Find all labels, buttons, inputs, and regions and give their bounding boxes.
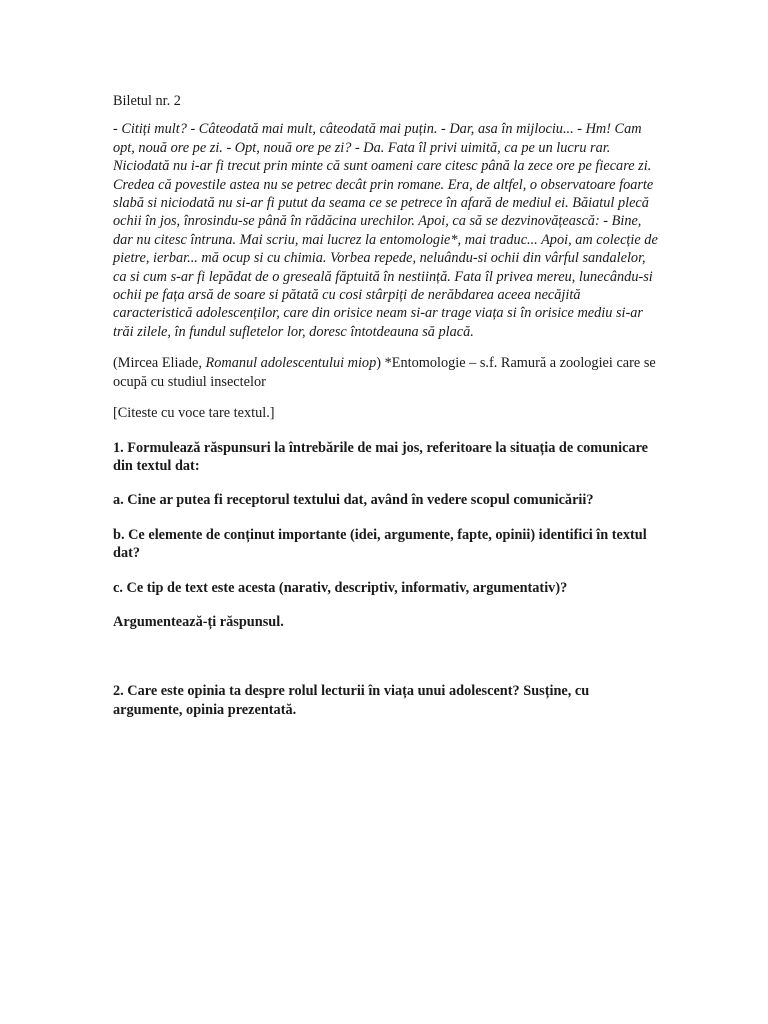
- citation-suffix: ) *Entomologie – s.f. Ramură a zoologiei care se ocupă cu studiul insectelor: [113, 355, 656, 390]
- citation-prefix: (Mircea Eliade,: [113, 355, 206, 372]
- question-1c: c. Ce tip de text este acesta (narativ, descriptiv, informativ, argumentativ)?: [113, 579, 568, 596]
- question-1a: a. Cine ar putea fi receptorul textului dat, având în vedere scopul comunicării?: [113, 492, 594, 509]
- work-title: Romanul adolescentului miop: [205, 355, 377, 372]
- question-2: 2. Care este opinia ta despre rolul lecturii în viața unui adolescent? Susține, cu argumente, opinia prezentată.: [113, 683, 590, 718]
- question-1: 1. Formulează răspunsuri la întrebările de mai jos, referitoare la situația de comunicare din textul dat:: [113, 439, 649, 474]
- literary-excerpt: - Citiți mult? - Câteodată mai mult, câteodată mai puțin. - Dar, asa în mijlociu... - Hm! Cam opt, nouă ore pe zi. - Opt, nouă ore pe zi? - Da. Fata îl privi uimită, ca pe un lucru rar. Niciodată nu i-ar fi trecut prin minte că sunt oameni care citesc până la zece ore pe fiecare zi. Credea că povestile astea nu se petrec decât prin romane. Era, de altfel, o observatoare foarte slabă si niciodată nu si-ar fi putut da seama ce se petrece în afară de mediul ei. Băiatul plecă ochii în jos, înrosindu-se până în rădăcina urechilor. Apoi, ca să se dezvinovățească: - Bine, dar nu citesc întruna. Mai scriu, mai lucrez la entomologie*, mai traduc... Apoi, am colecție de pietre, ierbar... mă ocup si cu chimia. Vorbea repede, neluându-si ochii din vârful sandalelor, ca si cum s-ar fi lepădat de o greseală făptuită în nestiință. Fata îl privea mereu, lunecându-si ochii pe fața arsă de soare si pătată cu cosi stârpiți de nerăbdarea aceea necăjită caracteristică adolescenților, care din orisice neam si-ar trage viața si în orisice mediu si-ar trăi zilele, în fundul sufletelor lor, doresc întotdeauna să placă.: [113, 121, 658, 340]
- argument-prompt: Argumentează-ți răspunsul.: [113, 613, 284, 630]
- question-1b: b. Ce elemente de conținut importante (idei, argumente, fapte, opinii) identifici în textul dat?: [113, 526, 647, 562]
- reading-instruction: [Citeste cu voce tare textul.]: [113, 405, 275, 422]
- ticket-title: Biletul nr. 2: [113, 93, 181, 109]
- source-citation: [113, 354, 658, 391]
- document-page: [113, 92, 658, 735]
